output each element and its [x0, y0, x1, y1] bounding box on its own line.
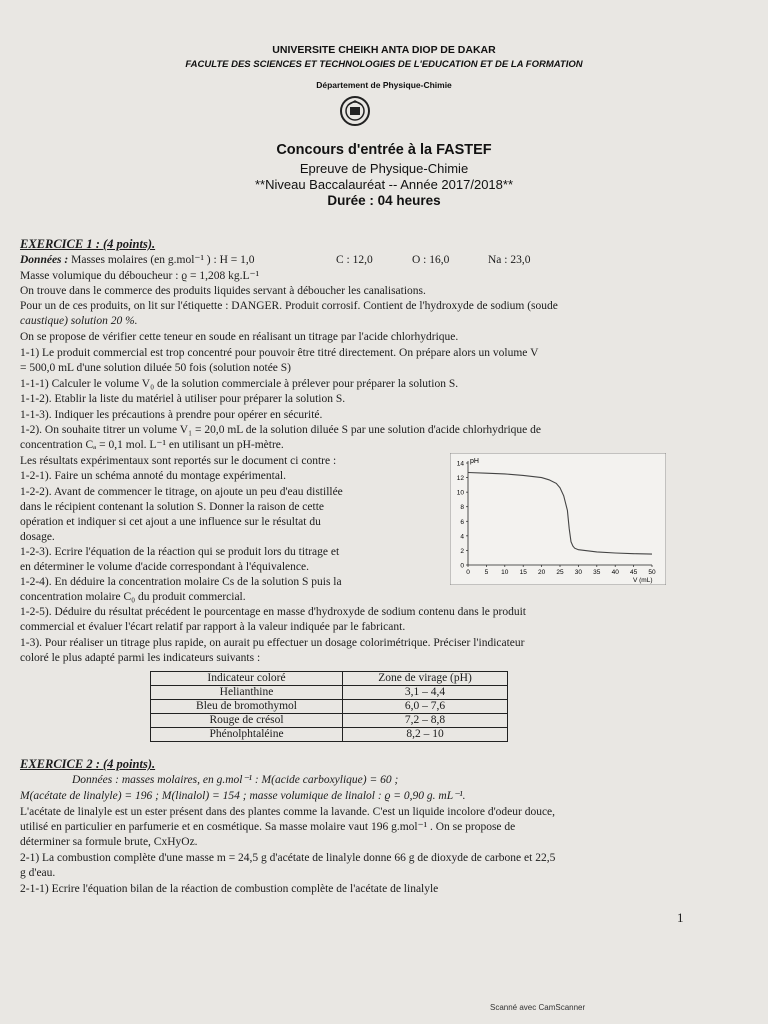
- ex2-line-6: g d'eau.: [20, 867, 56, 879]
- mass-sodium: Na : 23,0: [488, 254, 531, 266]
- x-tick-label: 30: [574, 569, 583, 576]
- ex1-line-16: opération et indiquer si cet ajout a une influence sur le résultat du: [20, 516, 321, 528]
- x-tick-label: 5: [484, 569, 489, 576]
- x-tick-label: 15: [519, 569, 527, 576]
- ex1-donnees: [20, 254, 255, 267]
- faculty-name: FACULTE DES SCIENCES ET TECHNOLOGIES DE L'EDUCATION ET DE LA FORMATION: [185, 59, 583, 70]
- university-seal-logo: [339, 95, 371, 127]
- ex1-line-1: On trouve dans le commerce des produits liquides servant à déboucher les canalisations.: [20, 285, 426, 297]
- ex2-line-4: déterminer sa formule brute, CxHyOz.: [20, 836, 198, 848]
- x-tick-label: 25: [556, 569, 564, 576]
- donnees-text: Masses molaires (en g.mol⁻¹ ) : H = 1,0: [68, 254, 255, 266]
- x-tick-label: 0: [466, 569, 470, 576]
- ex1-line-6: = 500,0 mL d'une solution diluée 50 fois (solution notée S): [20, 362, 292, 374]
- y-tick-label: 10: [456, 489, 464, 497]
- scanner-watermark: Scanné avec CamScanner: [490, 1003, 586, 1012]
- table-cell-zone: 7,2 – 8,8: [343, 714, 508, 728]
- x-tick-label: 10: [501, 569, 509, 576]
- y-tick-label: 14: [456, 460, 464, 468]
- chart-x-label: V (mL): [633, 577, 653, 584]
- table-header-row: [151, 672, 508, 686]
- table-row: [151, 714, 508, 728]
- table-header-zone: Zone de virage (pH): [343, 672, 508, 686]
- ex2-line-3: utilisé en particulier en parfumerie et en cosmétique. Sa masse molaire vaut 196 g.mol⁻¹ . On se propose de: [20, 821, 516, 833]
- table-row: [151, 700, 508, 714]
- exercise-2-title: EXERCICE 2 : (4 points).: [20, 757, 156, 771]
- ex1-line-7: 1-1-1) Calculer le volume V₀ de la solution commerciale à prélever pour préparer la solution S.: [20, 378, 459, 390]
- x-tick-label: 50: [648, 569, 656, 576]
- table-header-indicator: Indicateur coloré: [151, 672, 343, 686]
- table-cell-zone: 8,2 – 10: [343, 728, 508, 742]
- y-tick-label: 4: [460, 533, 464, 541]
- ex1-line-23: commercial et évaluer l'écart relatif par rapport à la valeur indiquée par le fabricant.: [20, 621, 406, 633]
- ex1-line-11: concentration Cₐ = 0,1 mol. L⁻¹ en utilisant un pH-mètre.: [20, 439, 284, 451]
- chart-y-label: pH: [470, 458, 479, 465]
- ex2-line-5: 2-1) La combustion complète d'une masse m = 24,5 g d'acétate de linalyle donne 66 g de dioxyde de carbone et 22,5: [20, 852, 556, 864]
- department-name: Département de Physique-Chimie: [316, 80, 452, 90]
- ex1-line-21: concentration molaire C₀ du produit commercial.: [20, 591, 246, 603]
- table-cell-indicator: Bleu de bromothymol: [151, 700, 343, 714]
- table-row: [151, 728, 508, 742]
- ex1-line-19: en déterminer le volume d'acide correspondant à l'équivalence.: [20, 561, 309, 573]
- x-tick-label: 40: [611, 569, 619, 576]
- x-tick-label: 20: [537, 569, 546, 576]
- ex1-line-14: 1-2-2). Avant de commencer le titrage, on ajoute un peu d'eau distillée: [20, 486, 343, 498]
- exam-subtitle: Epreuve de Physique-Chimie: [299, 161, 469, 176]
- ex1-line-12: Les résultats expérimentaux sont reportés sur le document ci contre :: [20, 455, 337, 467]
- ex1-line-25: coloré le plus adapté parmi les indicateurs suivants :: [20, 652, 261, 664]
- page-number: 1: [677, 910, 684, 925]
- ex1-line-15: dans le récipient contenant la solution S. Donner la raison de cette: [20, 501, 325, 513]
- y-tick-label: 6: [460, 518, 464, 526]
- table-cell-zone: 6,0 – 7,6: [343, 700, 508, 714]
- ex1-line-5: 1-1) Le produit commercial est trop concentré pour pouvoir être titré directement. On prépare alors un volume V: [20, 347, 539, 359]
- x-tick-label: 45: [629, 569, 638, 576]
- titration-chart: [450, 453, 666, 585]
- table-row: [151, 686, 508, 700]
- y-tick-label: 12: [456, 475, 464, 483]
- ex1-line-4: On se propose de vérifier cette teneur en soude en réalisant un titrage par l'acide chlorhydrique.: [20, 331, 459, 343]
- ex2-line-1: M(acétate de linalyle) = 196 ; M(linalol) = 154 ; masse volumique de linalol : ϱ = 0,90 g. mL⁻¹.: [20, 790, 466, 802]
- ex1-line-3: caustique) solution 20 %.: [20, 315, 138, 327]
- ex1-line-17: dosage.: [20, 531, 55, 543]
- y-tick-label: 8: [460, 504, 464, 512]
- exam-duration: Durée : 04 heures: [327, 193, 441, 208]
- ex2-line-2: L'acétate de linalyle est un ester présent dans des plantes comme la lavande. C'est un liquide incolore d'odeur douce,: [20, 806, 556, 818]
- y-tick-label: 2: [460, 547, 464, 555]
- table-cell-indicator: Helianthine: [151, 686, 343, 700]
- ex1-line-24: 1-3). Pour réaliser un titrage plus rapide, on aurait pu effectuer un dosage colorimétrique. Préciser l'indicateur: [20, 637, 525, 649]
- donnees-label: Données :: [20, 254, 69, 266]
- ex1-line-2: Pour un de ces produits, on lit sur l'étiquette : DANGER. Produit corrosif. Contient de l'hydroxyde de sodium (soude: [20, 300, 558, 312]
- mass-oxygen: O : 16,0: [412, 254, 450, 266]
- ex1-line-13: 1-2-1). Faire un schéma annoté du montage expérimental.: [20, 470, 287, 482]
- ex1-line-8: 1-1-2). Etablir la liste du matériel à utiliser pour préparer la solution S.: [20, 393, 346, 405]
- mass-carbon: C : 12,0: [336, 254, 373, 266]
- indicator-table: [150, 671, 508, 742]
- table-cell-indicator: Phénolphtaléine: [151, 728, 343, 742]
- exercise-1-title: EXERCICE 1 : (4 points).: [20, 237, 156, 251]
- university-name: UNIVERSITE CHEIKH ANTA DIOP DE DAKAR: [272, 44, 496, 56]
- ex1-line-0: Masse volumique du déboucheur : ϱ = 1,208 kg.L⁻¹: [20, 270, 260, 282]
- ex1-line-9: 1-1-3). Indiquer les précautions à prendre pour opérer en sécurité.: [20, 409, 323, 421]
- ex1-line-22: 1-2-5). Déduire du résultat précédent le pourcentage en masse d'hydroxyde de sodium contenu dans le produit: [20, 606, 526, 618]
- ex1-line-20: 1-2-4). En déduire la concentration molaire Cs de la solution S puis la: [20, 576, 342, 588]
- y-tick-label: 0: [460, 562, 464, 570]
- table-cell-indicator: Rouge de crésol: [151, 714, 343, 728]
- ex2-line-7: 2-1-1) Ecrire l'équation bilan de la réaction de combustion complète de l'acétate de linalyle: [20, 883, 439, 895]
- exam-title: Concours d'entrée à la FASTEF: [276, 142, 492, 158]
- ex1-line-10: 1-2). On souhaite titrer un volume V₁ = 20,0 mL de la solution diluée S par une solution d'acide chlorhydrique de: [20, 424, 542, 436]
- ex1-line-18: 1-2-3). Ecrire l'équation de la réaction qui se produit lors du titrage et: [20, 546, 340, 558]
- exam-level: **Niveau Baccalauréat -- Année 2017/2018**: [254, 177, 513, 192]
- ex2-line-0: Données : masses molaires, en g.mol⁻¹ : M(acide carboxylique) = 60 ;: [72, 774, 399, 786]
- x-tick-label: 35: [593, 569, 601, 576]
- table-cell-zone: 3,1 – 4,4: [343, 686, 508, 700]
